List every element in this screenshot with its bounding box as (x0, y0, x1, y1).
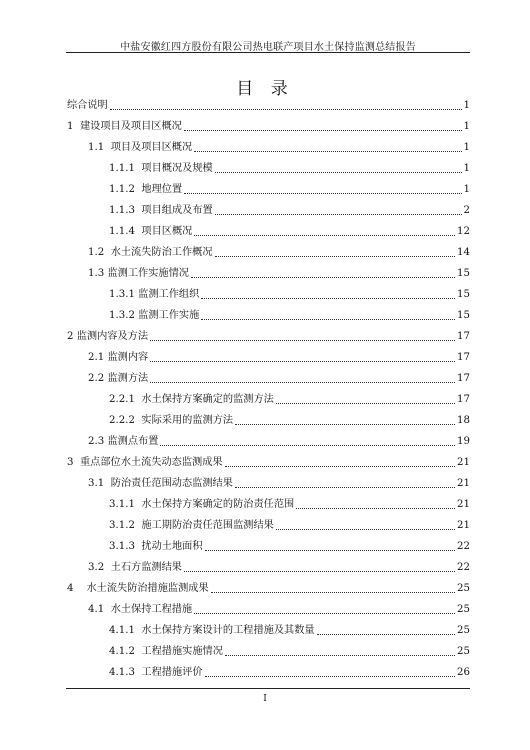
toc-entry-page: 12 (457, 226, 470, 237)
toc-dot-leader (150, 339, 455, 341)
toc-dot-leader (194, 234, 455, 236)
toc-entry-number: 1.1 (88, 142, 111, 153)
toc-entry-page: 25 (457, 646, 470, 657)
toc-entry-title: 水土保持工程措施 (110, 604, 193, 615)
toc-entry-page: 15 (457, 268, 470, 279)
toc-entry-number: 1.1.2 (109, 184, 142, 195)
toc-entry-title: 工程措施评价 (141, 667, 203, 678)
toc-entry-title: 重点部位水土流失动态监测成果 (79, 457, 223, 468)
toc-dot-leader (184, 192, 461, 194)
toc-entry[interactable] (109, 520, 470, 532)
toc-dot-leader (150, 381, 455, 383)
toc-entry-page: 1 (463, 142, 470, 153)
toc-entry-title: 监测工作实施情况 (107, 268, 189, 279)
page-number: I (263, 694, 267, 704)
toc-entry-title: 水土流失防治工作概况 (110, 247, 213, 258)
toc-dot-leader (194, 612, 455, 614)
toc-entry[interactable] (88, 478, 470, 490)
toc-entry-number: 2.1 (88, 352, 108, 363)
toc-entry-page: 21 (457, 457, 470, 468)
toc-entry-title: 监测点布置 (107, 436, 159, 447)
toc-entry[interactable] (67, 457, 470, 469)
toc-dot-leader (194, 150, 461, 152)
toc-dot-leader (205, 675, 456, 677)
toc-dot-leader (201, 297, 455, 299)
toc-entry-page: 19 (457, 436, 470, 447)
toc-entry[interactable] (88, 142, 470, 154)
toc-entry-page: 17 (457, 352, 470, 363)
toc-entry-title: 监测工作组织 (138, 289, 200, 300)
toc-entry-title: 监测内容 (107, 352, 149, 363)
toc-entry[interactable] (109, 205, 470, 217)
toc-entry-number: 4.1 (88, 604, 111, 615)
toc-dot-leader (276, 402, 455, 404)
toc-entry[interactable] (67, 121, 470, 133)
toc-entry-page: 1 (463, 100, 470, 111)
toc-dot-leader (235, 486, 455, 488)
toc-entry-page: 25 (457, 625, 470, 636)
toc-entry-page: 25 (457, 604, 470, 615)
toc-entry[interactable] (88, 247, 470, 259)
toc-entry-page: 1 (463, 184, 470, 195)
toc-entry-page: 22 (457, 562, 470, 573)
toc-entry[interactable] (88, 604, 470, 616)
toc-entry-title: 施工期防治责任范围监测结果 (141, 520, 274, 531)
toc-entry[interactable] (88, 373, 470, 385)
toc-entry-number: 1.2 (88, 247, 111, 258)
toc-dot-leader (276, 528, 455, 530)
toc-entry-number: 1 (67, 121, 80, 132)
toc-entry-number: 2.2.1 (109, 394, 142, 405)
toc-entry[interactable] (109, 646, 470, 658)
toc-entry-page: 15 (457, 289, 470, 300)
toc-entry-title: 监测内容及方法 (76, 331, 149, 342)
toc-entry-number: 3.1 (88, 478, 111, 489)
toc-entry[interactable] (67, 583, 470, 595)
toc-entry-title: 项目组成及布置 (141, 205, 213, 216)
toc-entry-number: 2.2.2 (109, 415, 142, 426)
toc-entry-title: 工程措施实施情况 (141, 646, 223, 657)
toc-entry[interactable] (109, 289, 470, 301)
toc-dot-leader (191, 276, 455, 278)
toc-entry-page: 17 (457, 373, 470, 384)
toc-entry-number: 4.1.1 (109, 625, 142, 636)
toc-dot-leader (184, 570, 455, 572)
toc-entry[interactable] (88, 352, 470, 364)
toc-entry-number: 3 (67, 457, 80, 468)
toc-entry-title: 水土保持方案确定的监测方法 (141, 394, 274, 405)
toc-entry-title: 扰动土地面积 (141, 541, 203, 552)
toc-entry-title: 水土保持方案确定的防治责任范围 (141, 499, 295, 510)
toc-entry-title: 监测工作实施 (138, 310, 200, 321)
toc-dot-leader (160, 444, 455, 446)
toc-dot-leader (150, 360, 455, 362)
toc-title: 目 录 (236, 79, 294, 99)
toc-entry-number: 1.3.1 (109, 289, 139, 300)
toc-entry-title: 水土流失防治措施监测成果 (86, 583, 209, 594)
toc-entry-page: 18 (457, 415, 470, 426)
toc-entry-title: 综合说明 (67, 100, 108, 111)
toc-entry-number: 1.1.3 (109, 205, 142, 216)
toc-dot-leader (215, 213, 462, 215)
toc-dot-leader (184, 129, 462, 131)
toc-entry-title: 土石方监测结果 (110, 562, 182, 573)
toc-entry-title: 项目概况及规模 (141, 163, 213, 174)
toc-entry-page: 21 (457, 478, 470, 489)
toc-entry[interactable] (67, 100, 470, 112)
toc-entry-page: 1 (463, 121, 470, 132)
toc-dot-leader (215, 171, 462, 173)
toc-dot-leader (317, 633, 455, 635)
toc-entry-page: 21 (457, 520, 470, 531)
toc-dot-leader (215, 255, 455, 257)
toc-entry-title: 防治责任范围动态监测结果 (110, 478, 233, 489)
toc-entry[interactable] (109, 541, 470, 553)
toc-entry-page: 22 (457, 541, 470, 552)
toc-entry-page: 26 (457, 667, 470, 678)
toc-entry-page: 17 (457, 331, 470, 342)
toc-entry[interactable] (88, 436, 470, 448)
toc-entry-number: 4 (67, 583, 87, 594)
toc-entry[interactable] (109, 499, 470, 511)
toc-entry[interactable] (109, 415, 470, 427)
toc-dot-leader (225, 654, 455, 656)
toc-entry[interactable] (109, 184, 470, 196)
toc-entry-title: 项目区概况 (141, 226, 193, 237)
toc-entry-title: 水土保持方案设计的工程措施及其数量 (141, 625, 315, 636)
toc-dot-leader (235, 423, 455, 425)
toc-entry-number: 3.1.1 (109, 499, 142, 510)
toc-entry-number: 3.1.3 (109, 541, 142, 552)
toc-entry-number: 2.2 (88, 373, 108, 384)
toc-entry-number: 1.1.1 (109, 163, 142, 174)
toc-entry-number: 4.1.2 (109, 646, 142, 657)
toc-entry-number: 2 (67, 331, 77, 342)
toc-entry[interactable] (88, 268, 470, 280)
toc-entry-title: 建设项目及项目区概况 (79, 121, 182, 132)
toc-entry-page: 25 (457, 583, 470, 594)
toc-entry[interactable] (109, 310, 470, 322)
toc-entry[interactable] (109, 394, 470, 406)
toc-entry-number: 3.1.2 (109, 520, 142, 531)
toc-entry-page: 15 (457, 310, 470, 321)
toc-entry-title: 实际采用的监测方法 (141, 415, 234, 426)
toc-entry-number: 1.1.4 (109, 226, 142, 237)
toc-entry-title: 地理位置 (141, 184, 183, 195)
toc-entry-title: 项目及项目区概况 (110, 142, 193, 153)
toc-dot-leader (211, 591, 455, 593)
toc-dot-leader (201, 318, 455, 320)
footer-divider (66, 688, 470, 689)
toc-entry-number: 1.3 (88, 268, 108, 279)
toc-entry-number: 3.2 (88, 562, 111, 573)
toc-dot-leader (296, 507, 455, 509)
toc-dot-leader (205, 549, 456, 551)
toc-entry-page: 1 (463, 163, 470, 174)
toc-entry[interactable] (109, 667, 470, 679)
toc-entry[interactable] (109, 226, 470, 238)
toc-entry[interactable] (109, 163, 470, 175)
toc-entry-number: 2.3 (88, 436, 108, 447)
toc-entry-page: 17 (457, 394, 470, 405)
toc-dot-leader (110, 108, 462, 110)
toc-dot-leader (225, 465, 455, 467)
toc-entry[interactable] (67, 331, 470, 343)
toc-entry-title: 监测方法 (107, 373, 149, 384)
toc-entry-page: 2 (463, 205, 470, 216)
toc-entry-page: 21 (457, 499, 470, 510)
toc-entry-number: 1.3.2 (109, 310, 139, 321)
toc-entry[interactable] (109, 625, 470, 637)
running-header: 中盐安徽红四方股份有限公司热电联产项目水土保持监测总结报告 (120, 42, 416, 53)
toc-entry[interactable] (88, 562, 470, 574)
toc-entry-page: 14 (457, 247, 470, 258)
toc-entry-number: 4.1.3 (109, 667, 142, 678)
